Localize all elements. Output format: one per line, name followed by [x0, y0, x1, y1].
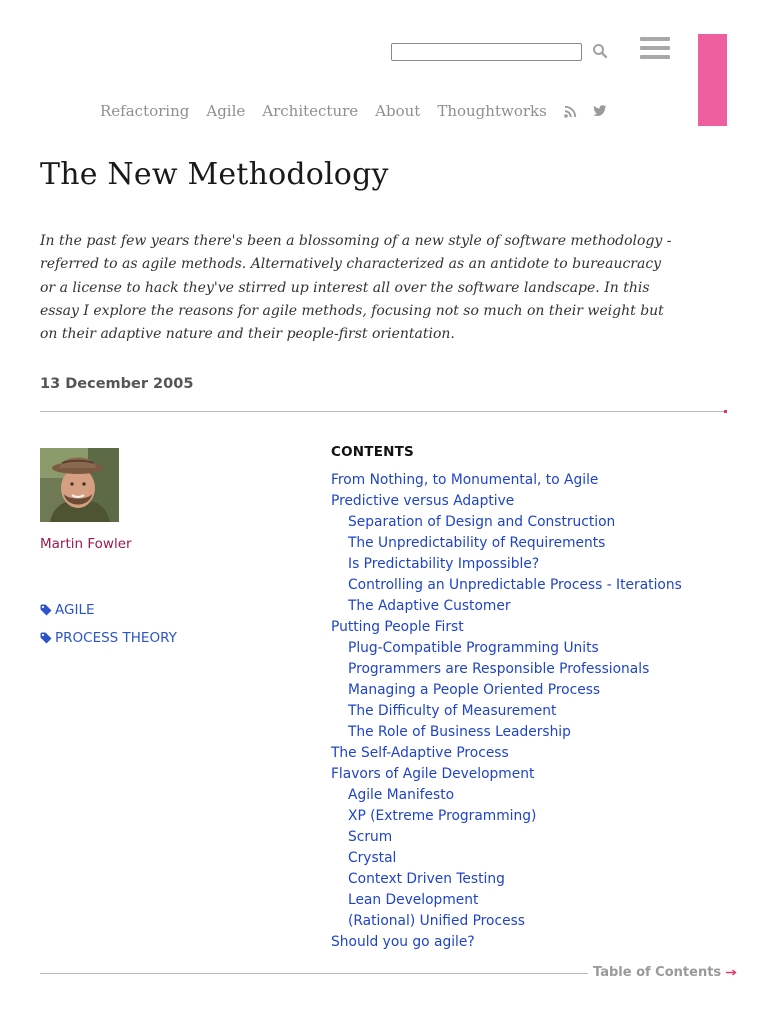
nav-link-about[interactable]: About [375, 102, 421, 120]
arrow-right-icon [726, 969, 737, 976]
rss-icon [564, 105, 577, 118]
contents-item [331, 659, 682, 680]
contents-item [331, 827, 682, 848]
table-of-contents-label: Table of Contents [593, 965, 722, 980]
contents-link[interactable]: Crystal [348, 850, 397, 866]
publish-date: 13 December 2005 [40, 376, 194, 392]
contents-heading: CONTENTS [331, 444, 414, 460]
tag-process-theory[interactable] [40, 630, 177, 646]
contents-item [331, 575, 682, 596]
tag-icon [40, 632, 52, 644]
tag-label: AGILE [55, 602, 95, 618]
contents-item [331, 470, 682, 491]
site-accent-tab [698, 34, 727, 126]
contents-link[interactable]: The Difficulty of Measurement [348, 703, 557, 719]
contents-item [331, 932, 682, 953]
author-link[interactable]: Martin Fowler [40, 536, 132, 552]
contents-link[interactable]: Scrum [348, 829, 393, 845]
contents-link[interactable]: Plug-Compatible Programming Units [348, 640, 599, 656]
author-avatar[interactable] [40, 448, 119, 522]
tag-label: PROCESS THEORY [55, 630, 177, 646]
twitter-icon [593, 105, 607, 117]
contents-link[interactable]: Is Predictability Impossible? [348, 556, 540, 572]
article-abstract: In the past few years there's been a blossoming of a new style of software methodology - referred to as agile methods. Alternatively characterized as an antidote to bureaucracy or a license to hack they've stirred up interest all over the software landscape. In this essay I explore the reasons for agile methods, focusing not so much on their weight but on their adaptive nature and their people-first orientation. [40, 233, 672, 343]
contents-link[interactable]: Programmers are Responsible Professionals [348, 661, 650, 677]
contents-item [331, 848, 682, 869]
contents-link[interactable]: The Adaptive Customer [348, 598, 511, 614]
contents-item [331, 869, 682, 890]
nav-link-architecture[interactable]: Architecture [262, 102, 359, 120]
contents-item [331, 722, 682, 743]
contents-link[interactable]: Should you go agile? [331, 934, 475, 950]
page-title: The New Methodology [40, 157, 389, 192]
contents-item [331, 617, 682, 638]
menu-button[interactable] [640, 37, 670, 63]
header-divider [40, 411, 726, 412]
nav-link-refactoring[interactable]: Refactoring [100, 102, 190, 120]
nav-link-thoughtworks[interactable]: Thoughtworks [437, 102, 547, 120]
hamburger-icon [640, 37, 670, 41]
twitter-link[interactable] [593, 105, 607, 117]
contents-link[interactable]: Agile Manifesto [348, 787, 455, 803]
contents-link[interactable]: Flavors of Agile Development [331, 766, 535, 782]
contents-list [331, 470, 682, 953]
contents-link[interactable]: Separation of Design and Construction [348, 514, 616, 530]
contents-link[interactable]: (Rational) Unified Process [348, 913, 525, 929]
tag-agile[interactable] [40, 602, 95, 618]
contents-link[interactable]: Putting People First [331, 619, 464, 635]
footer-divider [40, 973, 588, 974]
contents-link[interactable]: Context Driven Testing [348, 871, 505, 887]
table-of-contents-link[interactable] [593, 965, 737, 980]
contents-link[interactable]: Lean Development [348, 892, 479, 908]
contents-item [331, 533, 682, 554]
search-button[interactable] [592, 43, 610, 61]
contents-link[interactable]: Controlling an Unpredictable Process - Iterations [348, 577, 682, 593]
search-icon [592, 43, 608, 59]
contents-item [331, 491, 682, 512]
contents-link[interactable]: The Role of Business Leadership [348, 724, 571, 740]
contents-item [331, 890, 682, 911]
search-input[interactable] [391, 43, 582, 61]
contents-item [331, 806, 682, 827]
contents-item [331, 680, 682, 701]
contents-item [331, 764, 682, 785]
tag-icon [40, 604, 52, 616]
contents-item [331, 596, 682, 617]
contents-item [331, 911, 682, 932]
contents-link[interactable]: The Unpredictability of Requirements [348, 535, 606, 551]
contents-item [331, 701, 682, 722]
rss-link[interactable] [564, 105, 577, 118]
contents-link[interactable]: The Self-Adaptive Process [331, 745, 509, 761]
contents-link[interactable]: Managing a People Oriented Process [348, 682, 601, 698]
contents-link[interactable]: Predictive versus Adaptive [331, 493, 515, 509]
main-nav [100, 100, 623, 122]
nav-link-agile[interactable]: Agile [206, 102, 246, 120]
contents-link[interactable]: From Nothing, to Monumental, to Agile [331, 472, 599, 488]
contents-item [331, 743, 682, 764]
contents-link[interactable]: XP (Extreme Programming) [348, 808, 537, 824]
contents-item [331, 785, 682, 806]
contents-item [331, 554, 682, 575]
contents-item [331, 638, 682, 659]
contents-item [331, 512, 682, 533]
